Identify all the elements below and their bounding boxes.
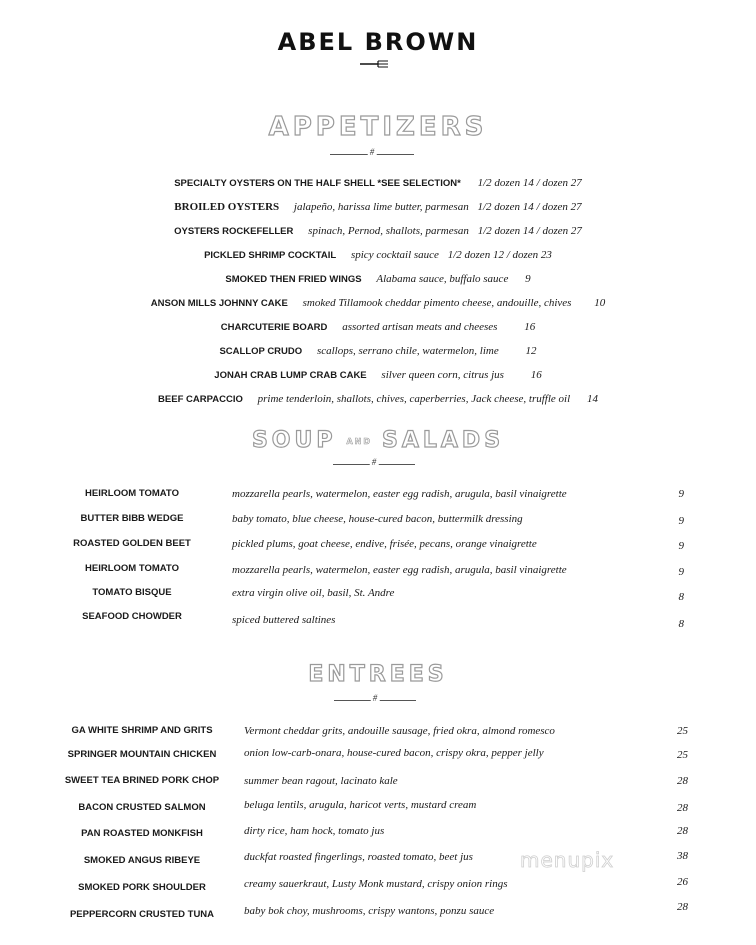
appetizer-item: ANSON MILLS JOHNNY CAKE smoked Tillamook cheddar pimento cheese, andouille, chives 10 — [150, 297, 606, 309]
salad-item: ROASTED GOLDEN BEET pickled plums, goat cheese, endive, frisée, pecans, orange vinaigrette 9 — [73, 538, 684, 552]
salad-item: SEAFOOD CHOWDER spiced buttered saltines 8 — [82, 611, 684, 630]
appetizers-divider: # — [330, 150, 414, 158]
salad-item: TOMATO BISQUE extra virgin olive oil, basil, St. Andre 8 — [92, 587, 684, 603]
appetizer-item: BEEF CARPACCIO prime tenderloin, shallots, chives, caperberries, Jack cheese, truffle oil 14 — [158, 393, 598, 405]
entree-item: PAN ROASTED MONKFISH dirty rice, ham hock, tomato jus 28 — [81, 825, 688, 839]
appetizer-item: CHARCUTERIE BOARD assorted artisan meats and cheeses 16 — [220, 321, 536, 333]
appetizer-item: SCALLOP CRUDO scallops, serrano chile, watermelon, lime 12 — [219, 345, 537, 357]
entree-item: SWEET TEA BRINED PORK CHOP summer bean ragout, lacinato kale 28 — [64, 775, 688, 787]
soup-salads-heading: SOUP AND SALADS — [251, 428, 505, 453]
entree-item: BACON CRUSTED SALMON beluga lentils, arugula, haricot verts, mustard cream 28 — [78, 799, 688, 814]
entree-item: SPRINGER MOUNTAIN CHICKEN onion low-carb-onara, house-cured bacon, crispy okra, pepper jelly 25 — [67, 747, 688, 761]
entree-item: SMOKED ANGUS RIBEYE duckfat roasted fingerlings, roasted tomato, beet jus 38 — [83, 850, 688, 866]
appetizer-item: OYSTERS ROCKEFELLER spinach, Pernod, shallots, parmesan 1/2 dozen 14 / dozen 27 — [174, 225, 582, 237]
entree-item: SMOKED PORK SHOULDER creamy sauerkraut, Lusty Monk mustard, crispy onion rings 26 — [78, 876, 688, 893]
entree-item: GA WHITE SHRIMP AND GRITS Vermont cheddar grits, andouille sausage, fried okra, almond romesco 25 — [71, 725, 688, 737]
appetizer-item: SMOKED THEN FRIED WINGS Alabama sauce, buffalo sauce 9 — [225, 273, 531, 285]
fork-icon — [360, 60, 388, 68]
entrees-heading: ENTREES — [308, 662, 448, 687]
salad-item: HEIRLOOM TOMATO mozzarella pearls, watermelon, easter egg radish, arugula, basil vinaigrette 9 — [85, 488, 684, 500]
appetizers-heading: APPETIZERS — [268, 112, 488, 142]
entree-item: PEPPERCORN CRUSTED TUNA baby bok choy, mushrooms, crispy wantons, ponzu sauce 28 — [69, 901, 688, 920]
watermark-logo: menupix — [520, 848, 615, 872]
soup-salads-divider: # — [333, 460, 415, 468]
appetizer-item: BROILED OYSTERS jalapeño, harissa lime butter, parmesan 1/2 dozen 14 / dozen 27 — [174, 201, 582, 213]
salad-item: HEIRLOOM TOMATO mozzarella pearls, watermelon, easter egg radish, arugula, basil vinaigrette 9 — [85, 563, 684, 578]
salad-item: BUTTER BIBB WEDGE baby tomato, blue cheese, house-cured bacon, buttermilk dressing 9 — [80, 513, 684, 527]
restaurant-logo: ABEL BROWN — [277, 28, 479, 56]
entrees-divider: # — [334, 696, 416, 704]
appetizer-item: PICKLED SHRIMP COCKTAIL spicy cocktail sauce 1/2 dozen 12 / dozen 23 — [204, 249, 552, 261]
appetizer-item: JONAH CRAB LUMP CRAB CAKE silver queen corn, citrus jus 16 — [214, 369, 542, 381]
appetizer-item: SPECIALTY OYSTERS ON THE HALF SHELL *SEE SELECTION* 1/2 dozen 14 / dozen 27 — [174, 177, 582, 189]
